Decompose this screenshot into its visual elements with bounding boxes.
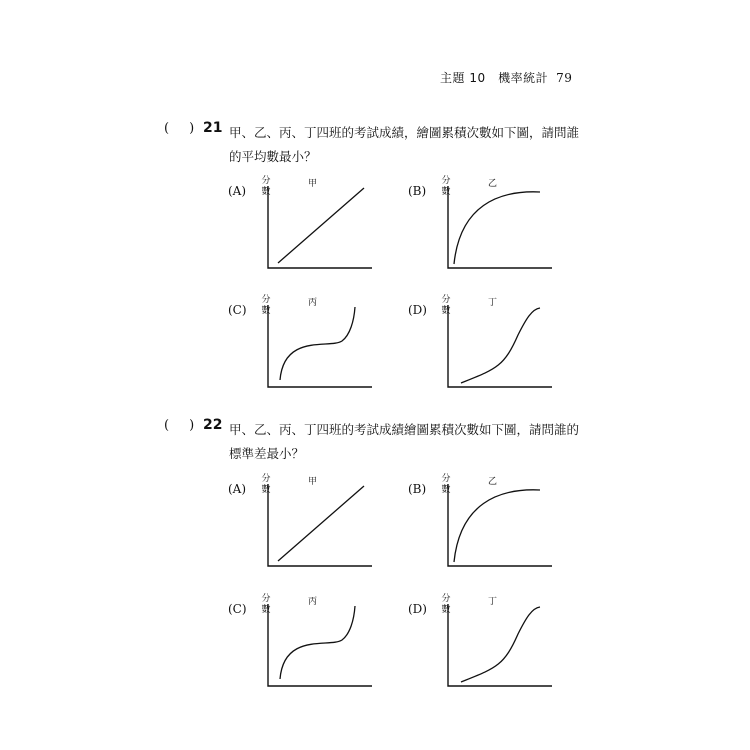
- class-label: 丙: [308, 597, 318, 607]
- option-b: [408, 176, 578, 286]
- cumulative-graph: [228, 295, 398, 405]
- graph-axes: [448, 305, 552, 387]
- y-axis-label: 分數: [441, 594, 451, 615]
- cumulative-curve: [280, 307, 355, 380]
- graph-axes: [268, 604, 372, 686]
- answer-blank[interactable]: ( ): [164, 121, 195, 136]
- option-letter: (C): [228, 303, 247, 317]
- cumulative-curve: [278, 188, 364, 263]
- option-d: [408, 594, 578, 704]
- question-text: 甲、乙、丙、丁四班的考試成績繪圖累積次數如下圖，請問誰的標準差最小？: [229, 422, 580, 461]
- option-letter: (D): [408, 303, 427, 317]
- option-letter: (D): [408, 602, 427, 616]
- option-letter: (A): [228, 482, 247, 496]
- answer-blank[interactable]: ( ): [164, 418, 195, 433]
- cumulative-curve: [461, 308, 540, 383]
- class-label: 丙: [308, 298, 318, 308]
- cumulative-graph: [408, 474, 578, 584]
- cumulative-graph: [228, 594, 398, 704]
- y-axis-label: 分數: [261, 176, 271, 197]
- page-number: 79: [556, 71, 573, 85]
- class-label: 丁: [488, 597, 498, 607]
- option-c: [228, 295, 398, 405]
- question-number: 22: [203, 417, 223, 433]
- class-label: 甲: [308, 477, 318, 487]
- option-a: [228, 474, 398, 584]
- graph-axes: [448, 484, 552, 566]
- y-axis-label: 分數: [261, 594, 271, 615]
- question-text: 甲、乙、丙、丁四班的考試成績，繪圖累積次數如下圖，請問誰的平均數最小？: [229, 125, 580, 164]
- cumulative-graph: [228, 176, 398, 286]
- graph-axes: [448, 604, 552, 686]
- cumulative-curve: [461, 607, 540, 682]
- class-label: 乙: [488, 179, 498, 189]
- option-d: [408, 295, 578, 405]
- cumulative-graph: [228, 474, 398, 584]
- cumulative-graph: [408, 295, 578, 405]
- option-letter: (A): [228, 184, 247, 198]
- page-header: [440, 69, 572, 86]
- y-axis-label: 分數: [441, 295, 451, 316]
- option-b: [408, 474, 578, 584]
- y-axis-label: 分數: [441, 176, 451, 197]
- graph-axes: [448, 186, 552, 268]
- graph-axes: [268, 305, 372, 387]
- option-letter: (C): [228, 602, 247, 616]
- option-a: [228, 176, 398, 286]
- y-axis-label: 分數: [261, 295, 271, 316]
- class-label: 丁: [488, 298, 498, 308]
- option-c: [228, 594, 398, 704]
- cumulative-curve: [454, 192, 540, 264]
- class-label: 乙: [488, 477, 498, 487]
- question-number: 21: [203, 120, 223, 136]
- option-letter: (B): [408, 184, 427, 198]
- cumulative-graph: [408, 594, 578, 704]
- cumulative-graph: [408, 176, 578, 286]
- option-letter: (B): [408, 482, 427, 496]
- y-axis-label: 分數: [441, 474, 451, 495]
- cumulative-curve: [278, 486, 364, 561]
- chapter-title: 主題 10 機率統計: [440, 71, 549, 85]
- cumulative-curve: [280, 606, 355, 679]
- y-axis-label: 分數: [261, 474, 271, 495]
- class-label: 甲: [308, 179, 318, 189]
- cumulative-curve: [454, 490, 540, 562]
